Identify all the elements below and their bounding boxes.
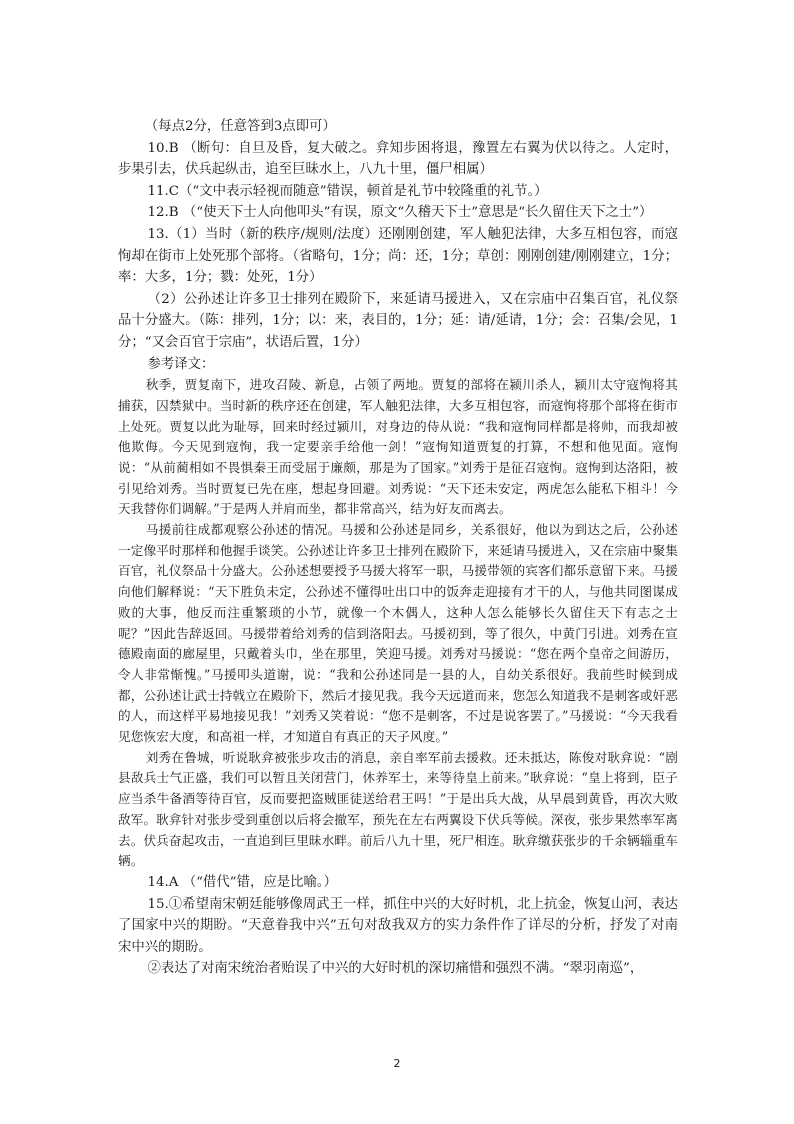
answer-13-2: （2）公孙述让许多卫士排列在殿阶下，来延请马援进入，又在宗庙中召集百官，礼仪祭品十分盛大。（陈：排列，1分；以：来，表目的，1分；延：请/延请，1分；会：召集/会见，1分；“又会百官于宗庙”，状语后置，1分） <box>118 291 678 350</box>
answer-12: 12.B （“使天下士人向他叩头”有误，原文“久稽天下士”意思是“长久留住天下之士”） <box>147 205 653 221</box>
answer-15-2: ②表达了对南宋统治者贻误了中兴的大好时机的深切痛惜和强烈不满。“翠羽南巡”， <box>147 961 644 977</box>
reference-translation-heading: 参考译文： <box>147 356 215 372</box>
scoring-note: （每点2分，任意答到3点即可） <box>144 119 336 134</box>
translation-paragraph-2: 马援前往成都观察公孙述的情况。马援和公孙述是同乡，关系很好，他以为到达之后，公孙述一定像平时那样和他握手谈笑。公孙述让许多卫士排列在殿阶下，来延请马援进入，又在宗庙中聚集百官，礼仪祭品十分盛大。公孙述想要授予马援大将军一职，马援带领的宾客们都乐意留下来。马援向他们解释说：“天下胜负未定，公孙述不懂得吐出口中的饭奔走迎接有才干的人，与他共同图谋成败的大事，他反而注重繁琐的小节，就像一个木偶人，这种人怎么能够长久留住天下有志之士呢？”因此告辞返回。马援带着给刘秀的信到洛阳去。马援初到，等了很久，中黄门引进。刘秀在宣德殿南面的廊屋里，只戴着头巾，坐在那里，笑迎马援。刘秀对马援说：“您在两个皇帝之间游历，令人非常惭愧。”马援叩头道谢，说：“我和公孙述同是一县的人，自幼关系很好。我前些时候到成都，公孙述让武士持戟立在殿阶下，然后才接见我。我今天远道而来，您怎么知道我不是刺客或奸恶的人，而这样平易地接见我！”刘秀又笑着说：“您不是刺客，不过是说客罢了。”马援说：“今天我看见您恢宏大度，和高祖一样，才知道自有真正的天子风度。” <box>118 522 678 745</box>
answer-13-1: 13.（1）当时（新的秩序/规则/法度）还刚刚创建，军人触犯法律，大多互相包容，而寇恂却在街市上处死那个部将。（省略句，1分；尚：还，1分；草创：刚刚创建/刚刚建立，1分；率：大多，1分；戮：处死，1分） <box>118 226 678 286</box>
answer-10: 10.B （断句：自旦及昏，复大破之。弇知步困将退，豫置左右翼为伏以待之。人定时，步果引去，伏兵起纵击，追至巨昧水上，八九十里，僵尸相属） <box>118 140 678 178</box>
answer-11: 11.C（“文中表示轻视而随意”错误，顿首是礼节中较隆重的礼节。） <box>147 183 548 199</box>
answer-14: 14.A （“借代”错，应是比喻。） <box>147 875 337 890</box>
translation-paragraph-1: 秋季，贾复南下，进攻召陵、新息，占领了两地。贾复的部将在颍川杀人，颍川太守寇恂将其捕获，囚禁狱中。当时新的秩序还在创建，军人触犯法律，大多互相包容，而寇恂将那个部将在街市上处死。贾复以此为耻辱，回来时经过颍川，对身边的侍从说：“我和寇恂同样都是将帅，而我却被他欺侮。今天见到寇恂，我一定要亲手给他一剑！”寇恂知道贾复的打算，不想和他见面。寇恂说：“从前蔺相如不畏惧秦王而受屈于廉颇，那是为了国家。”刘秀于是征召寇恂。寇恂到达洛阳，被引见给刘秀。当时贾复已先在座，想起身回避。刘秀说：“天下还未安定，两虎怎么能私下相斗！今天我替你们调解。”于是两人并肩而坐，都非常高兴，结为好友而离去。 <box>118 377 678 517</box>
page-number: 2 <box>393 1057 401 1070</box>
reference-translation <box>118 375 678 872</box>
translation-paragraph-3: 刘秀在鲁城，听说耿弇被张步攻击的消息，亲自率军前去援救。还未抵达，陈俊对耿弇说：“剧县敌兵士气正盛，我们可以暂且关闭营门，休养军士，来等待皇上前来。”耿弇说：“皇上将到，臣子应当杀牛备酒等待百官，反而要把盗贼匪徒送给君王吗！”于是出兵大战，从早晨到黄昏，再次大败敌军。耿弇针对张步受到重创以后将会撤军，预先在左右两翼设下伏兵等候。深夜，张步果然率军离去。伏兵奋起攻击，一直追到巨里昧水畔。前后八九十里，死尸相连。耿弇缴获张步的千余辆辎重车辆。 <box>118 749 678 869</box>
answer-15-1: 15.①希望南宋朝廷能够像周武王一样，抓住中兴的大好时机，北上抗金，恢复山河，表达了国家中兴的期盼。“天意眷我中兴”五句对敌我双方的实力条件作了详尽的分析，抒发了对南宋中兴的期盼。 <box>118 896 678 955</box>
answer-key-body <box>118 116 678 980</box>
